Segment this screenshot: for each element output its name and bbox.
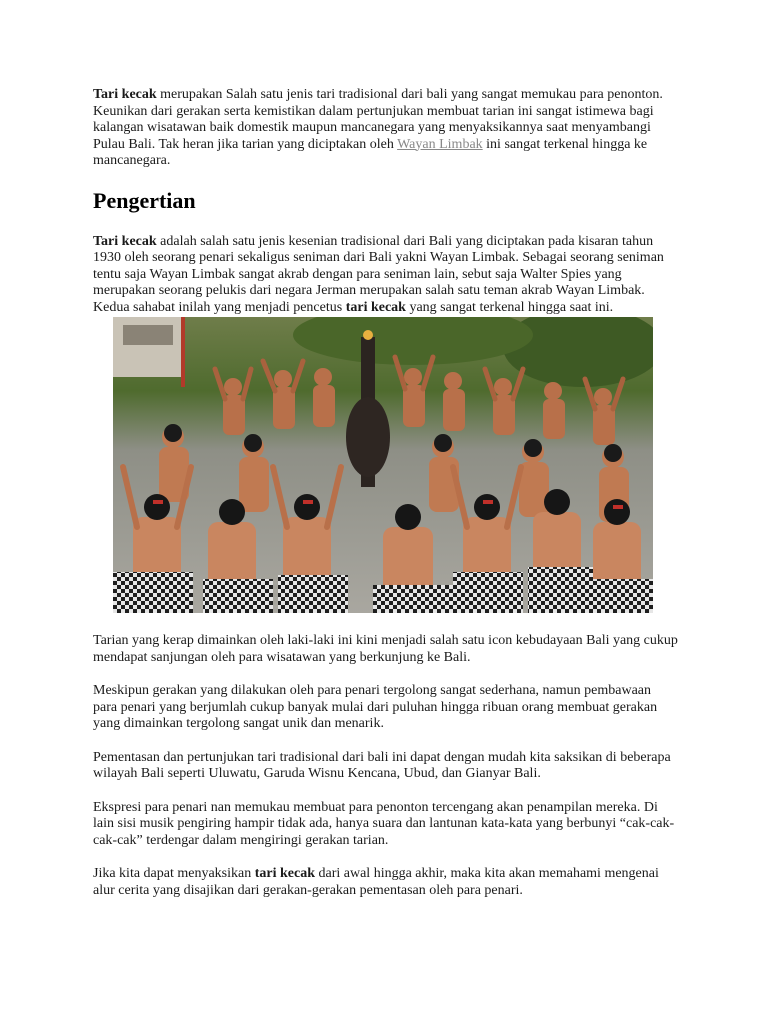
paragraph-3: Pementasan dan pertunjukan tari tradisional dari bali ini dapat dengan mudah kita saksikan di beberapa wilayah Bali seperti Uluwatu, Garuda Wisnu Kencana, Ubud, dan Gianyar Bali. bbox=[93, 749, 671, 781]
paragraph-5-bold-term: tari kecak bbox=[254, 866, 315, 881]
intro-bold-term: Tari kecak bbox=[93, 87, 157, 102]
definition-paragraph bbox=[93, 234, 678, 317]
paragraph-2: Meskipun gerakan yang dilakukan oleh para penari tergolong sangat sederhana, namun pembawaan para penari yang berjumlah cukup banyak mulai dari puluhan hingga ribuan orang membuat gerakan yang dimainkan tergolong sangat unik dan menarik. bbox=[93, 683, 658, 731]
definition-bold-term-1: Tari kecak bbox=[93, 233, 157, 249]
paragraph-5-text-a: Jika kita dapat menyaksikan bbox=[93, 866, 255, 881]
definition-text-1: adalah salah satu jenis kesenian tradisional dari Bali yang diciptakan pada kisaran tahun 1930 oleh seorang penari sekaligus seniman dari Bali yakni Wayan Limbak. Sebagai seorang seniman tentu saja Wayan Limbak sangat akrab dengan para seniman lain, sebut saja Walter Spies yang merupakan seorang pelukis dari negara Jerman merupakan salah satu teman akrab Wayan Limbak. Kedua sahabat inilah yang menjadi pencetus bbox=[93, 233, 664, 315]
paragraph-5 bbox=[93, 866, 678, 899]
article-body bbox=[93, 87, 678, 899]
intro-text-a: merupakan Salah satu jenis tari tradisional dari bali yang sangat memukau para penonton. Keunikan dari gerakan serta kemistikan dalam pertunjukan membuat tarian ini sangat istimewa bagi kalangan wisatawan baik domestik maupun mancanegara yang menyaksikannya saat menyambangi Pulau Bali. Tak heran jika tarian yang diciptakan oleh bbox=[93, 87, 663, 152]
kecak-dance-photo bbox=[113, 317, 653, 613]
definition-bold-term-2: tari kecak bbox=[345, 299, 406, 315]
paragraph-5-text-b: dari awal hingga akhir, maka kita akan memahami mengenai alur cerita yang disajikan dari gerakan-gerakan pementasan oleh para penari. bbox=[93, 866, 659, 898]
wayan-limbak-link[interactable]: Wayan Limbak bbox=[397, 136, 483, 152]
intro-paragraph bbox=[93, 87, 678, 170]
definition-text-2: yang sangat terkenal hingga saat ini. bbox=[405, 299, 614, 315]
paragraph-4: Ekspresi para penari nan memukau membuat para penonton tercengang akan penampilan mereka. Di lain sisi musik pengiring hampir tidak ada, hanya suara dan lantunan kata-kata yang berbunyi “cak-cak-cak-cak” terdengar dalam mengiringi gerakan tarian. bbox=[93, 799, 675, 848]
intro-text-b: ini sangat terkenal hingga ke mancanegara. bbox=[93, 136, 648, 168]
section-heading: Pengertian bbox=[93, 187, 196, 213]
paragraph-1: Tarian yang kerap dimainkan oleh laki-laki ini kini menjadi salah satu icon kebudayaan Bali yang cukup mendapat sanjungan oleh para wisatawan yang berkunjung ke Bali. bbox=[93, 633, 678, 665]
